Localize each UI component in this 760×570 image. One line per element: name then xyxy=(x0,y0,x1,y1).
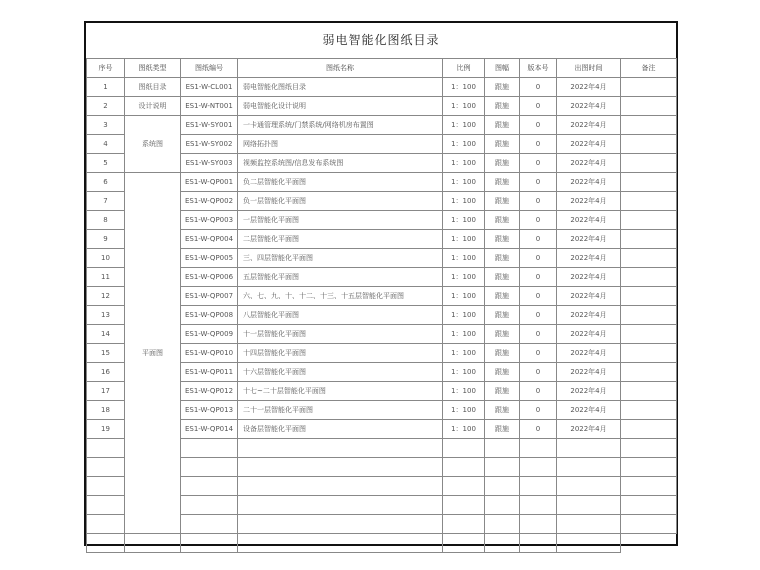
drawing-scale: 1：100 xyxy=(443,344,485,363)
header-code: 图纸编号 xyxy=(181,59,238,78)
drawing-date: 2022年4月 xyxy=(557,230,621,249)
drawing-date xyxy=(557,458,621,477)
drawing-date xyxy=(557,496,621,515)
drawing-version xyxy=(520,458,557,477)
drawing-code: ES1-W-QP013 xyxy=(181,401,238,420)
row-number xyxy=(87,496,125,515)
row-category: 设计说明 xyxy=(125,97,181,116)
drawing-date: 2022年4月 xyxy=(557,116,621,135)
drawing-date: 2022年4月 xyxy=(557,154,621,173)
drawing-date: 2022年4月 xyxy=(557,401,621,420)
drawing-date: 2022年4月 xyxy=(557,78,621,97)
drawing-size: 跟施 xyxy=(485,268,520,287)
drawing-scale: 1：100 xyxy=(443,154,485,173)
drawing-scale xyxy=(443,477,485,496)
drawing-date: 2022年4月 xyxy=(557,97,621,116)
drawing-scale: 1：100 xyxy=(443,268,485,287)
drawing-scale: 1：100 xyxy=(443,230,485,249)
drawing-remark xyxy=(621,78,677,97)
drawing-date: 2022年4月 xyxy=(557,192,621,211)
row-number: 5 xyxy=(87,154,125,173)
drawing-version: 0 xyxy=(520,344,557,363)
drawing-size: 跟施 xyxy=(485,211,520,230)
drawing-name xyxy=(238,496,443,515)
drawing-code: ES1-W-QP007 xyxy=(181,287,238,306)
drawing-scale: 1：100 xyxy=(443,173,485,192)
row-category: 平面图 xyxy=(125,173,181,534)
drawing-date: 2022年4月 xyxy=(557,268,621,287)
row-number: 8 xyxy=(87,211,125,230)
drawing-size xyxy=(485,515,520,534)
drawing-code xyxy=(181,458,238,477)
drawing-name xyxy=(238,439,443,458)
drawing-remark xyxy=(621,154,677,173)
drawing-version: 0 xyxy=(520,382,557,401)
drawing-code: ES1-W-QP008 xyxy=(181,306,238,325)
row-category: 图纸目录 xyxy=(125,78,181,97)
row-number: 2 xyxy=(87,97,125,116)
drawing-size: 跟施 xyxy=(485,363,520,382)
drawing-name: 五层智能化平面图 xyxy=(238,268,443,287)
drawing-size xyxy=(485,439,520,458)
drawing-name: 负二层智能化平面图 xyxy=(238,173,443,192)
drawing-version: 0 xyxy=(520,249,557,268)
table-row xyxy=(87,97,677,116)
drawing-scale xyxy=(443,439,485,458)
drawing-name: 负一层智能化平面图 xyxy=(238,192,443,211)
drawing-date xyxy=(557,439,621,458)
row-number xyxy=(87,515,125,534)
drawing-remark xyxy=(621,477,677,496)
drawing-version xyxy=(520,496,557,515)
drawing-remark xyxy=(621,420,677,439)
drawing-version: 0 xyxy=(520,78,557,97)
drawing-size: 跟施 xyxy=(485,97,520,116)
drawing-remark xyxy=(621,496,677,515)
header-date: 出图时间 xyxy=(557,59,621,78)
drawing-date xyxy=(557,477,621,496)
drawing-name: 八层智能化平面图 xyxy=(238,306,443,325)
row-number: 11 xyxy=(87,268,125,287)
drawing-date: 2022年4月 xyxy=(557,135,621,154)
drawing-scale: 1：100 xyxy=(443,116,485,135)
drawing-remark xyxy=(621,249,677,268)
drawing-version: 0 xyxy=(520,211,557,230)
row-number xyxy=(87,477,125,496)
drawing-size xyxy=(485,496,520,515)
drawing-size: 跟施 xyxy=(485,116,520,135)
drawing-remark xyxy=(621,439,677,458)
row-number: 19 xyxy=(87,420,125,439)
row-number: 14 xyxy=(87,325,125,344)
drawing-remark xyxy=(621,211,677,230)
drawing-code xyxy=(181,496,238,515)
drawing-name xyxy=(238,515,443,534)
drawing-code: ES1-W-SY003 xyxy=(181,154,238,173)
drawing-remark xyxy=(621,97,677,116)
drawing-scale: 1：100 xyxy=(443,192,485,211)
drawing-scale: 1：100 xyxy=(443,306,485,325)
drawing-size: 跟施 xyxy=(485,78,520,97)
drawing-size: 跟施 xyxy=(485,382,520,401)
drawing-scale: 1：100 xyxy=(443,363,485,382)
drawing-scale: 1：100 xyxy=(443,97,485,116)
drawing-version: 0 xyxy=(520,230,557,249)
drawing-name: 十七~二十层智能化平面图 xyxy=(238,382,443,401)
drawing-code: ES1-W-QP001 xyxy=(181,173,238,192)
drawing-code: ES1-W-QP009 xyxy=(181,325,238,344)
drawing-name: 二层智能化平面图 xyxy=(238,230,443,249)
drawing-remark xyxy=(621,230,677,249)
drawing-version: 0 xyxy=(520,135,557,154)
drawing-remark xyxy=(621,325,677,344)
drawing-name: 弱电智能化图纸目录 xyxy=(238,78,443,97)
drawing-code: ES1-W-QP005 xyxy=(181,249,238,268)
drawing-size xyxy=(485,477,520,496)
drawing-date: 2022年4月 xyxy=(557,306,621,325)
drawing-date xyxy=(520,534,557,553)
drawing-size: 跟施 xyxy=(485,287,520,306)
drawing-scale: 1：100 xyxy=(443,135,485,154)
drawing-date xyxy=(557,515,621,534)
header-size: 图幅 xyxy=(485,59,520,78)
row-number: 17 xyxy=(87,382,125,401)
drawing-remark xyxy=(557,534,621,553)
row-number: 16 xyxy=(87,363,125,382)
row-number xyxy=(87,439,125,458)
drawing-date: 2022年4月 xyxy=(557,325,621,344)
drawing-code: ES1-W-QP004 xyxy=(181,230,238,249)
drawing-name: 弱电智能化设计说明 xyxy=(238,97,443,116)
drawing-code: ES1-W-SY001 xyxy=(181,116,238,135)
drawing-size: 跟施 xyxy=(485,344,520,363)
drawing-scale: 1：100 xyxy=(443,382,485,401)
header-remark: 备注 xyxy=(621,59,677,78)
drawing-remark xyxy=(621,363,677,382)
drawing-code: ES1-W-NT001 xyxy=(181,97,238,116)
row-number: 12 xyxy=(87,287,125,306)
drawing-version: 0 xyxy=(520,192,557,211)
header-no: 序号 xyxy=(87,59,125,78)
drawing-version: 0 xyxy=(520,116,557,135)
table-row xyxy=(87,78,677,97)
drawing-version: 0 xyxy=(520,154,557,173)
drawing-scale: 1：100 xyxy=(443,249,485,268)
drawing-scale: 1：100 xyxy=(443,211,485,230)
row-number: 1 xyxy=(87,78,125,97)
drawing-name: 一层智能化平面图 xyxy=(238,211,443,230)
header-category: 图纸类型 xyxy=(125,59,181,78)
drawing-remark xyxy=(621,515,677,534)
drawing-size: 跟施 xyxy=(485,154,520,173)
row-number: 4 xyxy=(87,135,125,154)
drawing-name xyxy=(238,477,443,496)
drawing-remark xyxy=(621,268,677,287)
drawing-code xyxy=(181,515,238,534)
drawing-date: 2022年4月 xyxy=(557,420,621,439)
drawing-name: 十四层智能化平面图 xyxy=(238,344,443,363)
table-row xyxy=(87,173,677,192)
drawing-size: 跟施 xyxy=(485,325,520,344)
drawing-name: 视频监控系统图/信息发布系统图 xyxy=(238,154,443,173)
drawing-remark xyxy=(621,306,677,325)
drawing-code: ES1-W-SY002 xyxy=(181,135,238,154)
drawing-version: 0 xyxy=(520,325,557,344)
drawing-scale: 1：100 xyxy=(443,78,485,97)
table-row xyxy=(87,534,677,553)
drawing-name: 设备层智能化平面图 xyxy=(238,420,443,439)
drawing-name: 一卡通管理系统/门禁系统/网络机房布置图 xyxy=(238,116,443,135)
row-number: 9 xyxy=(87,230,125,249)
drawing-date: 2022年4月 xyxy=(557,363,621,382)
row-number: 3 xyxy=(87,116,125,135)
header-scale: 比例 xyxy=(443,59,485,78)
drawing-code: ES1-W-QP011 xyxy=(181,363,238,382)
row-number: 13 xyxy=(87,306,125,325)
header-name: 图纸名称 xyxy=(238,59,443,78)
drawing-scale: 1：100 xyxy=(443,420,485,439)
drawing-name: 网络拓扑图 xyxy=(238,135,443,154)
drawing-version: 0 xyxy=(520,287,557,306)
drawing-date: 2022年4月 xyxy=(557,249,621,268)
drawing-date: 2022年4月 xyxy=(557,211,621,230)
row-number: 18 xyxy=(87,401,125,420)
drawing-code: ES1-W-QP006 xyxy=(181,268,238,287)
drawing-version xyxy=(520,515,557,534)
row-number: 10 xyxy=(87,249,125,268)
row-category: 系统图 xyxy=(125,116,181,173)
drawing-version: 0 xyxy=(520,401,557,420)
drawing-date: 2022年4月 xyxy=(557,287,621,306)
drawing-scale xyxy=(443,515,485,534)
row-number xyxy=(87,458,125,477)
drawing-code xyxy=(181,439,238,458)
drawing-version: 0 xyxy=(520,420,557,439)
drawing-code: ES1-W-QP012 xyxy=(181,382,238,401)
drawing-remark xyxy=(621,287,677,306)
drawing-version: 0 xyxy=(520,268,557,287)
drawing-scale: 1：100 xyxy=(443,401,485,420)
drawing-scale xyxy=(443,496,485,515)
drawing-name: 十六层智能化平面图 xyxy=(238,363,443,382)
drawing-size: 跟施 xyxy=(485,420,520,439)
drawing-remark xyxy=(621,401,677,420)
drawing-name: 三、四层智能化平面图 xyxy=(238,249,443,268)
drawing-remark xyxy=(621,344,677,363)
drawing-version: 0 xyxy=(520,306,557,325)
drawing-code: ES1-W-QP003 xyxy=(181,211,238,230)
drawing-code: ES1-W-QP014 xyxy=(181,420,238,439)
drawing-remark xyxy=(621,192,677,211)
drawing-name xyxy=(238,458,443,477)
drawing-scale xyxy=(443,458,485,477)
header-version: 版本号 xyxy=(520,59,557,78)
drawing-size: 跟施 xyxy=(485,173,520,192)
drawing-size: 跟施 xyxy=(485,306,520,325)
drawing-code xyxy=(125,534,181,553)
drawing-remark xyxy=(621,458,677,477)
drawing-code: ES1-W-CL001 xyxy=(181,78,238,97)
drawing-code: ES1-W-QP010 xyxy=(181,344,238,363)
row-number: 15 xyxy=(87,344,125,363)
drawing-date: 2022年4月 xyxy=(557,344,621,363)
drawing-name: 二十一层智能化平面图 xyxy=(238,401,443,420)
table-header-row xyxy=(87,59,677,78)
drawing-size: 跟施 xyxy=(485,135,520,154)
drawing-size: 跟施 xyxy=(485,230,520,249)
drawing-remark xyxy=(621,173,677,192)
drawing-name: 六、七、九、十、十二、十三、十五层智能化平面图 xyxy=(238,287,443,306)
drawing-name: 十一层智能化平面图 xyxy=(238,325,443,344)
drawing-scale xyxy=(238,534,443,553)
drawing-size xyxy=(443,534,485,553)
drawing-size xyxy=(485,458,520,477)
drawing-scale: 1：100 xyxy=(443,287,485,306)
page-title: 弱电智能化图纸目录 xyxy=(86,23,676,59)
drawing-version: 0 xyxy=(520,363,557,382)
drawing-code: ES1-W-QP002 xyxy=(181,192,238,211)
drawing-scale: 1：100 xyxy=(443,325,485,344)
table-row xyxy=(87,116,677,135)
drawing-remark xyxy=(621,382,677,401)
row-number: 6 xyxy=(87,173,125,192)
drawing-size: 跟施 xyxy=(485,192,520,211)
drawing-date: 2022年4月 xyxy=(557,382,621,401)
drawing-version xyxy=(485,534,520,553)
drawing-sheet xyxy=(84,21,678,546)
drawing-version xyxy=(520,439,557,458)
drawing-version: 0 xyxy=(520,173,557,192)
drawing-date: 2022年4月 xyxy=(557,173,621,192)
drawing-remark xyxy=(621,116,677,135)
drawing-size: 跟施 xyxy=(485,401,520,420)
drawing-name xyxy=(181,534,238,553)
drawing-code xyxy=(181,477,238,496)
drawing-remark xyxy=(621,135,677,154)
drawing-version: 0 xyxy=(520,97,557,116)
drawing-size: 跟施 xyxy=(485,249,520,268)
row-number: 7 xyxy=(87,192,125,211)
drawing-version xyxy=(520,477,557,496)
drawing-list-table xyxy=(86,58,677,553)
row-number xyxy=(87,534,125,553)
